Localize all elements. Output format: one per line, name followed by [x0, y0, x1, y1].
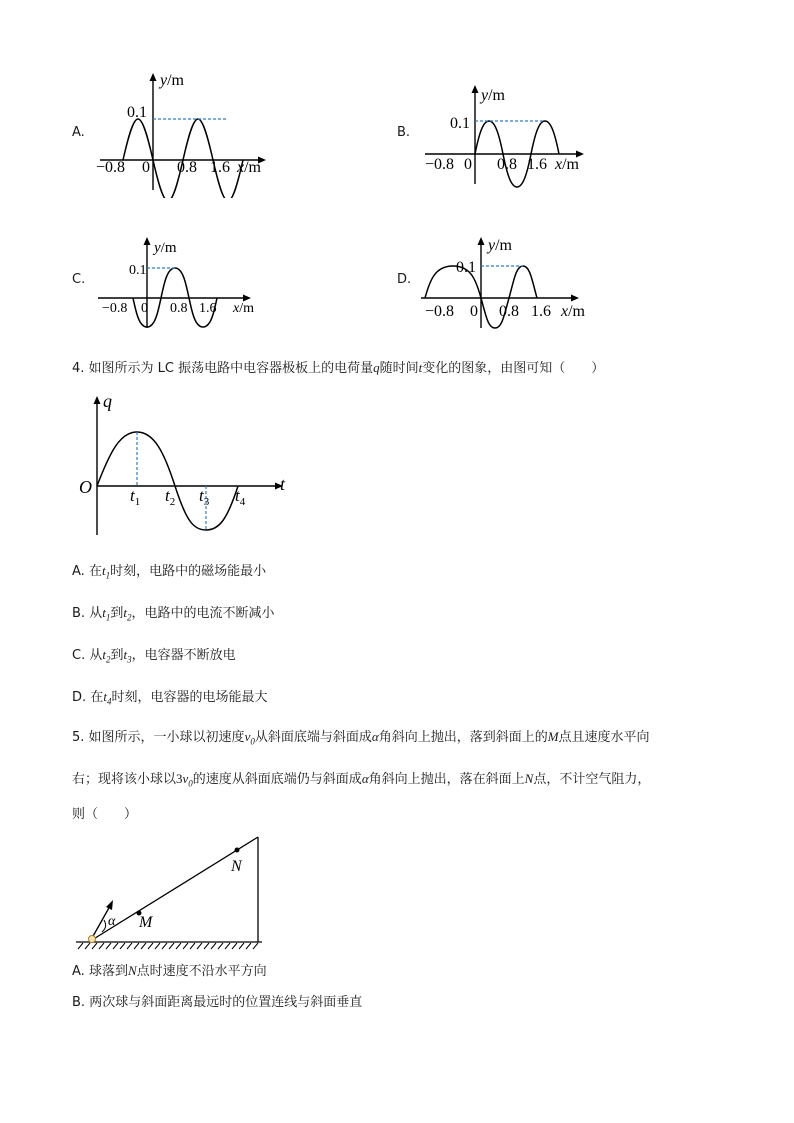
- option-b-label: B.: [397, 125, 411, 140]
- q4-stem: [72, 359, 604, 378]
- q5-3v0: $3v_0$: [176, 771, 193, 789]
- q4-option-a-post: 时刻，电路中的磁场能最小: [110, 564, 267, 579]
- wave-graph-a: [90, 68, 280, 198]
- q5-alpha-1: α: [371, 729, 379, 744]
- q4-stem-3: 变化的图象，由图可知（ ）: [422, 361, 605, 376]
- q4-option-b-label: B.: [72, 606, 86, 621]
- q5-line1-d: 点且速度水平向: [558, 730, 650, 745]
- lc-charge-curve: [97, 432, 238, 530]
- lc-t4: $t_4$: [235, 486, 246, 508]
- option-c-label: C.: [72, 272, 86, 287]
- lc-t3: $t_3$: [199, 486, 210, 508]
- q4-option-d[interactable]: [72, 688, 267, 711]
- q4-option-b-var2: $t_2$: [123, 605, 132, 623]
- incline-ground: [76, 942, 262, 949]
- wave-a-tick-16: 1.6: [210, 159, 230, 176]
- q4-option-b-mid: 到: [110, 606, 124, 621]
- wave-b-tick-08: 0.8: [497, 156, 517, 173]
- q5-option-a[interactable]: [72, 962, 267, 981]
- wave-c-tick-0: 0: [141, 301, 148, 316]
- incline-slope: [92, 837, 258, 940]
- q4-option-d-label: D.: [72, 690, 87, 705]
- wave-c-ylabel: y/m: [154, 240, 177, 256]
- q4-option-b-var: $t_1$: [102, 605, 111, 623]
- q4-option-d-post: 时刻，电容器的电场能最大: [111, 690, 268, 705]
- incline-figure: [70, 832, 280, 952]
- wave-a-tick-0: 0: [142, 159, 150, 176]
- wave-a-amp: 0.1: [127, 104, 147, 121]
- q5-option-b[interactable]: [72, 994, 362, 1012]
- q4-option-b-post: ，电路中的电流不断减小: [131, 606, 275, 621]
- q5-N: N: [524, 771, 534, 786]
- lc-graph-axes: [94, 396, 284, 535]
- q4-option-d-var: $t_4$: [103, 689, 112, 707]
- q4-option-b-pre: 从: [89, 606, 103, 621]
- lc-charge-graph: [75, 390, 295, 540]
- wave-d-xlabel: x/m: [561, 303, 585, 320]
- lc-xlabel: t: [280, 474, 286, 494]
- alpha-arc: [102, 920, 106, 932]
- q5-line1-c: 角斜向上抛出，落到斜面上的: [378, 730, 548, 745]
- wave-d-tick-16: 1.6: [531, 303, 551, 320]
- q4-stem-2: 随时间: [379, 361, 419, 376]
- launch-arrowhead: [106, 900, 113, 910]
- wave-b-tick-neg: −0.8: [425, 156, 455, 173]
- q4-option-d-pre: 在: [90, 690, 104, 705]
- q4-option-c-post: ，电容器不断放电: [131, 648, 236, 663]
- wave-a-tick-08: 0.8: [177, 159, 197, 176]
- q5-option-b-label: B.: [72, 995, 86, 1010]
- q5-line2-b: 的速度从斜面底端仍与斜面成: [192, 772, 362, 787]
- q4-option-a[interactable]: [72, 562, 266, 585]
- q5-option-a-var: N: [127, 963, 137, 978]
- wave-b-tick-16: 1.6: [527, 156, 547, 173]
- wave-d-ylabel: y/m: [488, 237, 512, 254]
- option-a-label: A.: [72, 125, 85, 140]
- lc-t1: $t_1$: [130, 486, 141, 508]
- q5-line2-a: 右；现将该小球以: [72, 772, 177, 787]
- q5-option-a-pre: 球落到: [88, 964, 128, 979]
- point-n-dot: [235, 848, 240, 853]
- q4-number: 4.: [72, 361, 85, 376]
- label-m: M: [139, 914, 153, 931]
- option-d-label: D.: [397, 272, 412, 287]
- wave-b-xlabel: x/m: [555, 156, 579, 173]
- wave-c-amp: 0.1: [129, 263, 147, 278]
- q4-option-b[interactable]: [72, 604, 275, 627]
- wave-b-tick-0: 0: [464, 156, 472, 173]
- q5-option-a-label: A.: [72, 964, 85, 979]
- lc-origin: O: [79, 477, 92, 497]
- wave-c-tick-16: 1.6: [199, 301, 217, 316]
- q4-option-c-var2: $t_3$: [123, 647, 132, 665]
- q4-var-t: t: [418, 360, 423, 375]
- wave-b-amp: 0.1: [450, 115, 470, 132]
- q4-option-c-label: C.: [72, 648, 86, 663]
- wave-a-xlabel: x/m: [237, 159, 261, 176]
- q5-line1-a: 如图所示，一小球以初速度: [88, 730, 245, 745]
- q5-M: M: [547, 729, 559, 744]
- q4-option-c-pre: 从: [89, 648, 103, 663]
- wave-a-tick-neg: −0.8: [96, 159, 126, 176]
- q5-alpha-2: α: [361, 771, 369, 786]
- q5-number: 5.: [72, 730, 85, 745]
- wave-graph-c: [92, 232, 272, 332]
- wave-d-tick-neg: −0.8: [425, 303, 455, 320]
- wave-b-ylabel: y/m: [481, 87, 505, 104]
- q4-option-c-mid: 到: [110, 648, 124, 663]
- wave-d-tick-08: 0.8: [499, 303, 519, 320]
- wave-graph-d: [415, 232, 605, 332]
- label-n: N: [231, 858, 242, 875]
- q5-line-2: [72, 770, 650, 793]
- q4-option-c-var: $t_2$: [102, 647, 111, 665]
- wave-c-tick-08: 0.8: [170, 301, 188, 316]
- q4-option-a-pre: 在: [88, 564, 102, 579]
- q5-line-3: 则（ ）: [72, 807, 138, 822]
- wave-a-ylabel: y/m: [160, 72, 184, 89]
- q5-line2-d: 点，不计空气阻力，: [533, 772, 651, 787]
- wave-d-tick-0: 0: [470, 303, 478, 320]
- wave-c-xlabel: x/m: [233, 301, 254, 316]
- q4-var-q: q: [373, 360, 380, 375]
- q5-option-b-text: 两次球与斜面距离最远时的位置连线与斜面垂直: [89, 995, 363, 1010]
- q4-option-c[interactable]: [72, 646, 236, 669]
- wave-d-amp: 0.1: [456, 259, 476, 276]
- q4-option-a-var: $t_1$: [101, 563, 111, 581]
- q4-option-a-label: A.: [72, 564, 85, 579]
- q4-stem-1: 如图所示为 LC 振荡电路中电容器极板上的电荷量: [88, 361, 374, 376]
- lc-t2: $t_2$: [165, 486, 176, 508]
- wave-c-tick-neg: −0.8: [102, 301, 128, 316]
- wave-graph-b: [415, 80, 605, 190]
- q5-line1-b: 从斜面底端与斜面成: [254, 730, 372, 745]
- q5-v0: $v_0$: [244, 729, 255, 747]
- q5-line2-c: 角斜向上抛出，落在斜面上: [368, 772, 525, 787]
- ball: [89, 936, 96, 943]
- q5-option-a-post: 点时速度不沿水平方向: [136, 964, 267, 979]
- label-alpha: α: [108, 914, 116, 929]
- q5-line-1: [72, 728, 650, 751]
- lc-ylabel: q: [103, 391, 112, 411]
